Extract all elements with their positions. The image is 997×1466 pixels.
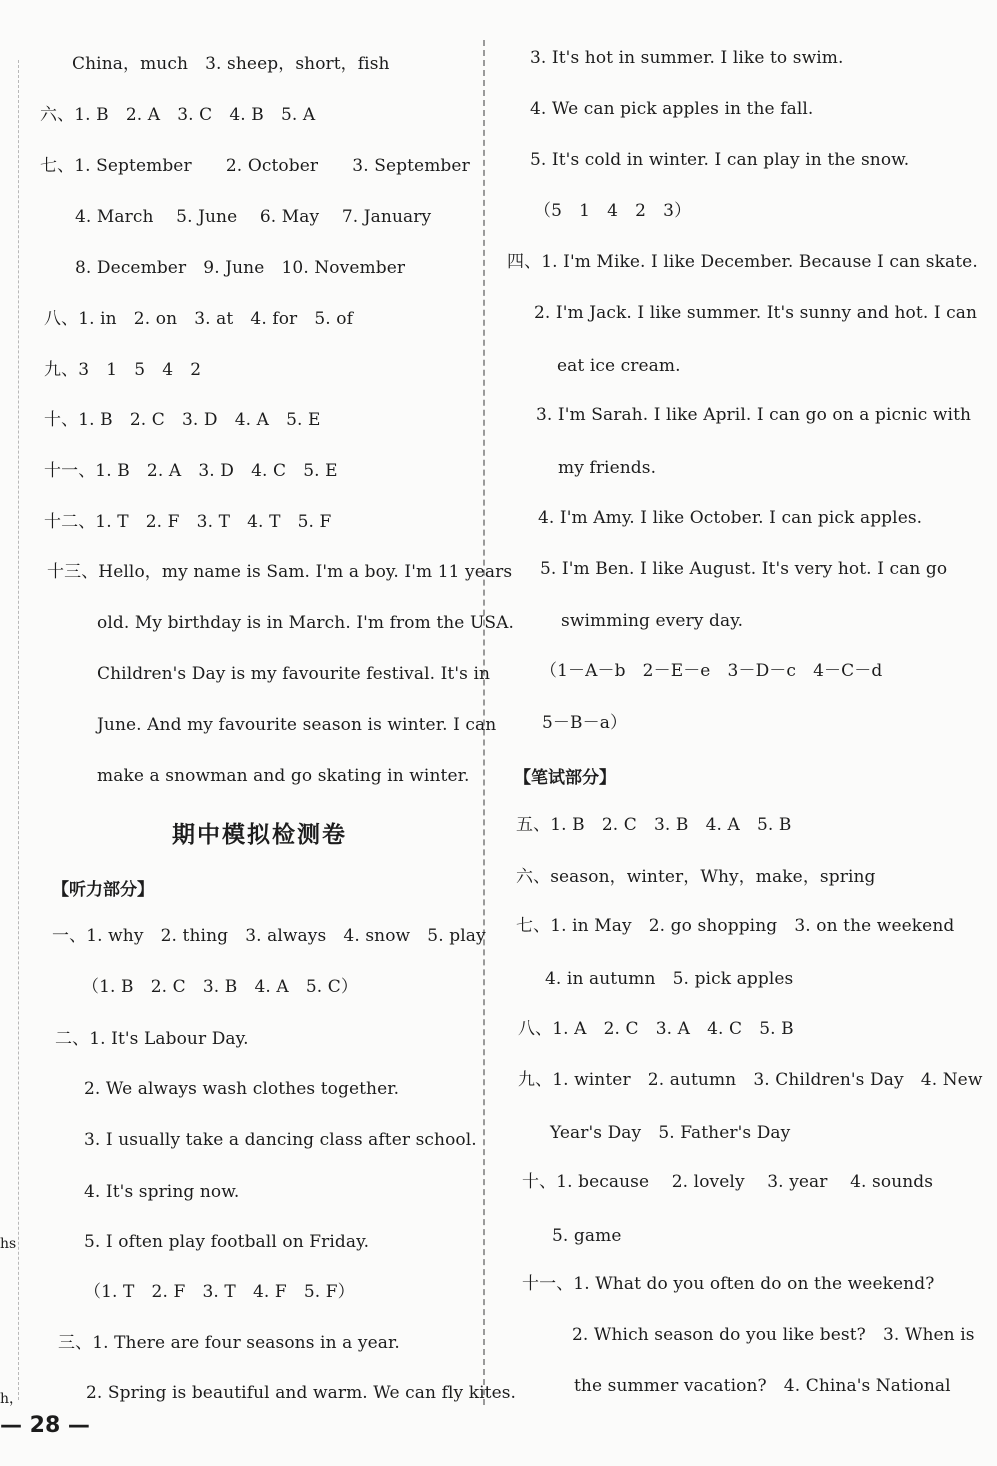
answer-line: 七、1. September 2. October 3. September (40, 156, 470, 176)
answer-line: 8. December 9. June 10. November (75, 258, 406, 278)
answer-line: 八、1. in 2. on 3. at 4. for 5. of (44, 309, 354, 329)
section-title: 期中模拟检测卷 (172, 822, 347, 848)
answer-line: 二、1. It's Labour Day. (55, 1029, 249, 1049)
answer-line: 十、1. because 2. lovely 3. year 4. sounds (522, 1172, 934, 1192)
answer-line: （1. T 2. F 3. T 4. F 5. F） (84, 1282, 355, 1302)
answer-line: China，much 3. sheep，short，fish (72, 54, 390, 74)
answer-line: 六、season，winter，Why，make，spring (516, 867, 876, 887)
answer-line: 一、1. why 2. thing 3. always 4. snow 5. play (52, 926, 486, 946)
answer-line: 十、1. B 2. C 3. D 4. A 5. E (44, 410, 321, 430)
answer-line: 4. It's spring now. (84, 1182, 240, 1202)
answer-line: June. And my favourite season is winter. I can (97, 715, 497, 735)
answer-line: eat ice cream. (557, 356, 681, 376)
answer-line: swimming every day. (561, 611, 744, 631)
answer-line: 4. March 5. June 6. May 7. January (75, 207, 432, 227)
answer-line: Children's Day is my favourite festival. It's in (97, 664, 491, 684)
answer-line: 5－B－a） (542, 713, 628, 733)
answer-line: 5. I often play football on Friday. (84, 1232, 370, 1252)
answer-line: 四、1. I'm Mike. I like December. Because I can skate. (507, 252, 978, 272)
answer-line: 5. I'm Ben. I like August. It's very hot. I can go (540, 559, 948, 579)
answer-line: （1－A－b 2－E－e 3－D－c 4－C－d (540, 661, 883, 681)
answer-line: 九、1. winter 2. autumn 3. Children's Day 4. New (518, 1070, 983, 1090)
answer-line: 4. in autumn 5. pick apples (545, 969, 794, 989)
answer-line: 十一、1. What do you often do on the weekend? (522, 1274, 935, 1294)
answer-line: 七、1. in May 2. go shopping 3. on the weekend (516, 916, 955, 936)
answer-line: （1. B 2. C 3. B 4. A 5. C） (82, 977, 358, 997)
answer-line: 5. It's cold in winter. I can play in the snow. (530, 150, 910, 170)
answer-line: 十一、1. B 2. A 3. D 4. C 5. E (44, 461, 338, 481)
answer-line: 八、1. A 2. C 3. A 4. C 5. B (518, 1019, 794, 1039)
answer-line: 五、1. B 2. C 3. B 4. A 5. B (516, 815, 792, 835)
answer-line: make a snowman and go skating in winter. (97, 766, 470, 786)
answer-line: 4. We can pick apples in the fall. (530, 99, 814, 119)
answer-line: the summer vacation? 4. China's National (574, 1376, 951, 1396)
answer-line: 十二、1. T 2. F 3. T 4. T 5. F (44, 512, 332, 532)
answer-line: （5 1 4 2 3） (534, 201, 692, 221)
answer-line: 九、3 1 5 4 2 (44, 360, 202, 380)
answer-line: 3. It's hot in summer. I like to swim. (530, 48, 844, 68)
answer-line: 2. I'm Jack. I like summer. It's sunny and hot. I can (534, 303, 978, 323)
answer-line: old. My birthday is in March. I'm from the USA. (97, 613, 515, 633)
answer-line: 十三、Hello，my name is Sam. I'm a boy. I'm 11 years (47, 562, 513, 582)
margin-fragment: hs (0, 1236, 17, 1252)
answer-line: 六、1. B 2. A 3. C 4. B 5. A (40, 105, 316, 125)
answer-line: 2. Spring is beautiful and warm. We can fly kites. (86, 1383, 517, 1403)
answer-line: 2. Which season do you like best? 3. When is (572, 1325, 975, 1345)
section-heading-written: 【笔试部分】 (514, 768, 616, 788)
answer-line: 3. I usually take a dancing class after school. (84, 1130, 477, 1150)
margin-fragment: h， (0, 1391, 24, 1407)
page-number: — 28 — (0, 1413, 90, 1438)
answer-line: 三、1. There are four seasons in a year. (58, 1333, 400, 1353)
answer-line: Year's Day 5. Father's Day (550, 1123, 791, 1143)
answer-line: 5. game (552, 1226, 622, 1246)
margin-dash-line (18, 60, 19, 1400)
section-heading-listening: 【听力部分】 (52, 880, 154, 900)
answer-line: my friends. (558, 458, 657, 478)
answer-line: 2. We always wash clothes together. (84, 1079, 400, 1099)
answer-line: 3. I'm Sarah. I like April. I can go on a picnic with (536, 405, 972, 425)
answer-line: 4. I'm Amy. I like October. I can pick apples. (538, 508, 923, 528)
